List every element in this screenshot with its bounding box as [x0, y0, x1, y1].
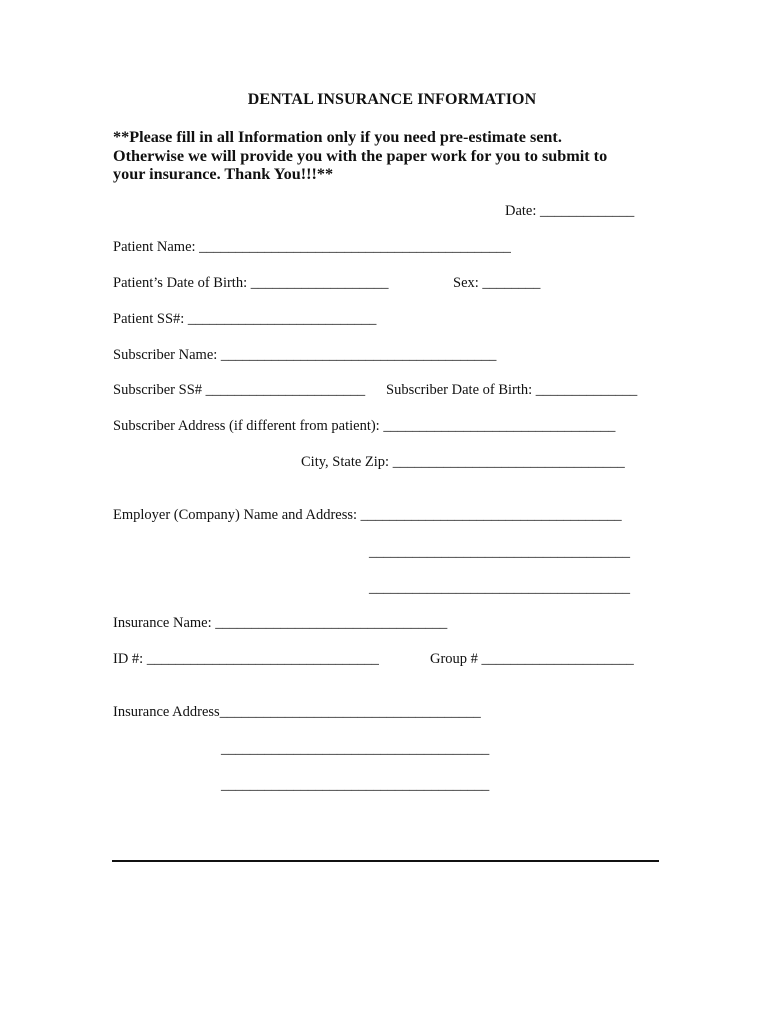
employer-line-3[interactable]: ____________________________________ — [369, 580, 630, 596]
bottom-divider — [112, 860, 659, 862]
date-field[interactable]: Date: _____________ — [505, 203, 635, 219]
intro-line-1: **Please fill in all Information only if you need pre-estimate sent. — [113, 128, 562, 146]
subscriber-dob-field[interactable]: Subscriber Date of Birth: ______________ — [386, 382, 638, 398]
insurance-address-field[interactable]: Insurance Address____________________________________ — [113, 704, 481, 720]
city-state-zip-field[interactable]: City, State Zip: ________________________________ — [301, 454, 625, 470]
group-field[interactable]: Group # _____________________ — [430, 651, 634, 667]
subscriber-address-field[interactable]: Subscriber Address (if different from patient): ________________________________ — [113, 418, 616, 434]
insurance-address-line-2[interactable]: _____________________________________ — [221, 741, 490, 757]
employer-line-2[interactable]: ____________________________________ — [369, 544, 630, 560]
intro-line-2: Otherwise we will provide you with the paper work for you to submit to — [113, 146, 608, 165]
id-field[interactable]: ID #: ________________________________ — [113, 651, 379, 667]
sex-field[interactable]: Sex: ________ — [453, 275, 541, 291]
intro-line-3: your insurance. Thank You!!!** — [113, 165, 334, 183]
patient-ss-field[interactable]: Patient SS#: __________________________ — [113, 311, 377, 327]
subscriber-name-field[interactable]: Subscriber Name: ______________________________________ — [113, 347, 497, 363]
form-title: DENTAL INSURANCE INFORMATION — [247, 91, 537, 108]
patient-dob-field[interactable]: Patient’s Date of Birth: ___________________ — [113, 275, 389, 291]
patient-name-field[interactable]: Patient Name: ___________________________________________ — [113, 239, 511, 255]
insurance-address-line-3[interactable]: _____________________________________ — [221, 777, 490, 793]
intro-note — [113, 128, 673, 184]
subscriber-ss-field[interactable]: Subscriber SS# ______________________ — [113, 382, 366, 398]
employer-field[interactable]: Employer (Company) Name and Address: ____________________________________ — [113, 507, 622, 523]
insurance-name-field[interactable]: Insurance Name: ________________________________ — [113, 615, 448, 631]
